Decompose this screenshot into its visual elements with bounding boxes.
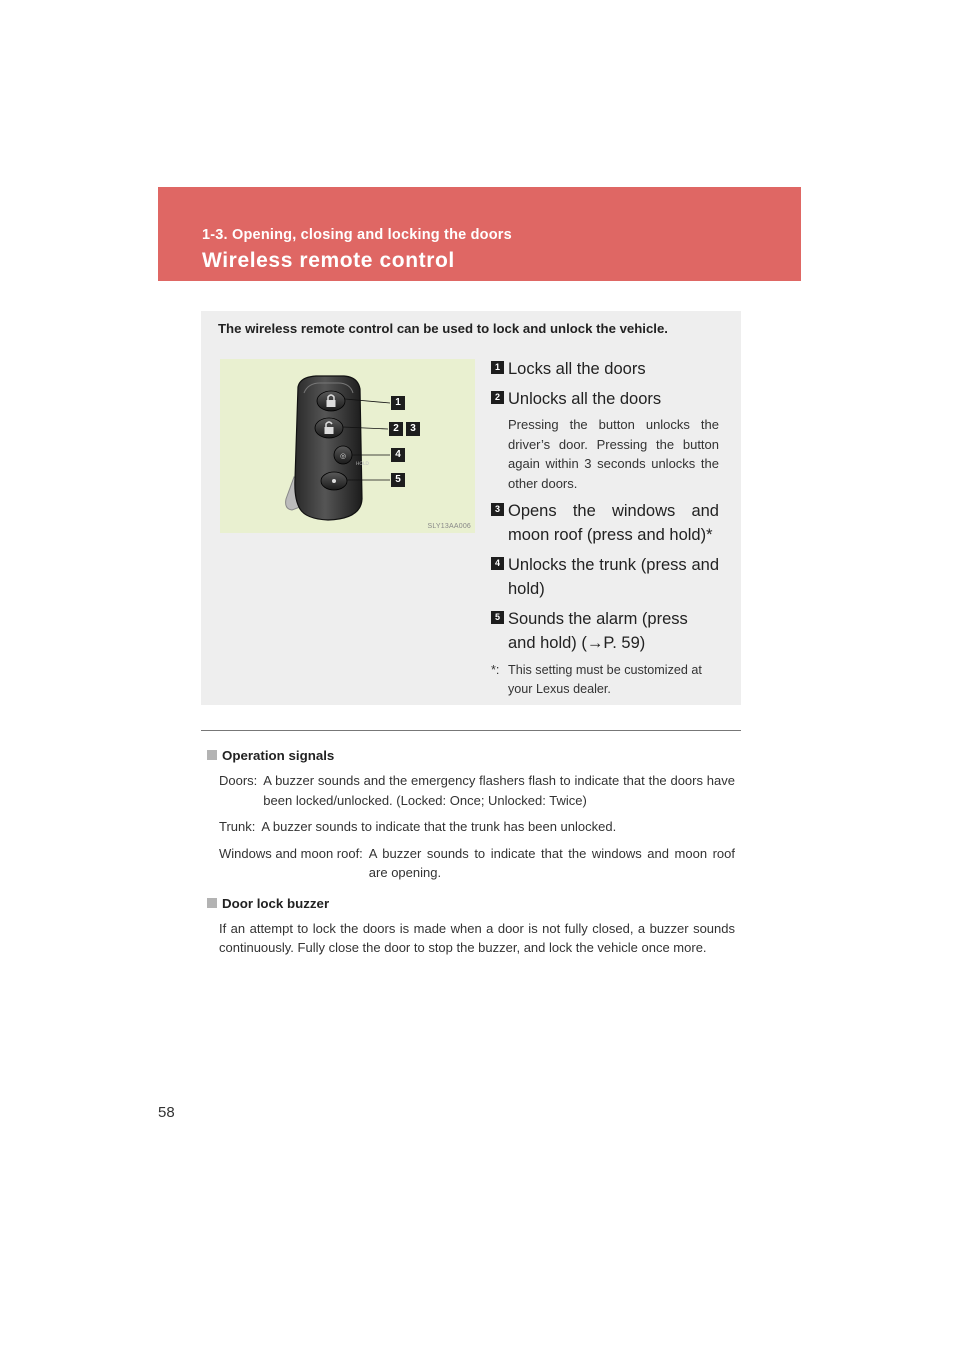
callout-2: 2: [389, 422, 403, 436]
svg-text:HOLD: HOLD: [356, 462, 369, 467]
signal-label: Doors:: [219, 773, 258, 788]
note-body: If an attempt to lock the doors is made when a door is not fully closed, a buzzer sounds continuously. Fully close the door to stop the buzzer, and lock the vehicle once more.: [219, 920, 735, 955]
signal-text: A buzzer sounds to indicate that the trunk has been unlocked.: [261, 819, 617, 834]
note-heading-text: Door lock buzzer: [222, 895, 330, 911]
item-label: Locks all the doors: [508, 360, 646, 378]
page-number: 58: [158, 1104, 175, 1121]
signal-label: Trunk:: [219, 819, 256, 834]
signal-label: Windows and moon roof:: [219, 845, 363, 861]
section-label: 1-3. Opening, closing and locking the doors: [202, 227, 512, 243]
footnote: [491, 661, 719, 699]
key-fob-illustration: [220, 359, 475, 533]
item-number: 4: [491, 557, 504, 570]
info-panel: [201, 311, 741, 705]
signal-text: A buzzer sounds to indicate that the windows and moon roof are opening.: [368, 845, 735, 880]
bullet-square-icon: [207, 898, 217, 908]
item-number: 1: [491, 361, 504, 374]
signal-row: [207, 844, 735, 883]
signal-row: [207, 771, 735, 810]
callout-1: 1: [391, 396, 405, 410]
list-item: [491, 499, 719, 547]
button-list: [491, 357, 719, 699]
key-fob-icon: [220, 359, 475, 533]
footnote-mark: *:: [491, 663, 500, 677]
signal-row: [207, 817, 735, 837]
section-header: [158, 187, 801, 281]
callout-5: 5: [391, 473, 405, 487]
signal-text: A buzzer sounds and the emergency flashers flash to indicate that the doors have been locked/unlocked. (Locked: Once; Unlocked: Twice): [263, 773, 735, 808]
note-heading: [207, 748, 735, 763]
item-number: 3: [491, 503, 504, 516]
item-number: 2: [491, 391, 504, 404]
note-heading-text: Operation signals: [222, 748, 335, 763]
notes-section: [207, 748, 735, 958]
list-item: [491, 387, 719, 493]
item-label: Sounds the alarm (press and hold) (→P. 59): [508, 610, 688, 652]
figure-code: SLY13AA006: [427, 523, 471, 530]
intro-text: The wireless remote control can be used to lock and unlock the vehicle.: [218, 321, 668, 336]
item-description: Pressing the button unlocks the driver’s door. Pressing the button again within 3 seconds unlocks the other doors.: [508, 417, 719, 491]
item-number: 5: [491, 611, 504, 624]
item-label: Opens the windows and moon roof (press and hold)*: [508, 502, 719, 544]
item-label: Unlocks the trunk (press and hold): [508, 556, 719, 598]
list-item: [491, 607, 719, 655]
callout-4: 4: [391, 448, 405, 462]
footnote-text: This setting must be customized at your Lexus dealer.: [508, 663, 702, 696]
divider: [201, 730, 741, 731]
note-heading: [207, 896, 735, 911]
item-label: Unlocks all the doors: [508, 390, 662, 408]
list-item: [491, 553, 719, 601]
bullet-square-icon: [207, 750, 217, 760]
callout-3: 3: [406, 422, 420, 436]
list-item: [491, 357, 719, 381]
page-title: Wireless remote control: [202, 249, 455, 272]
svg-text:◎: ◎: [339, 452, 347, 460]
